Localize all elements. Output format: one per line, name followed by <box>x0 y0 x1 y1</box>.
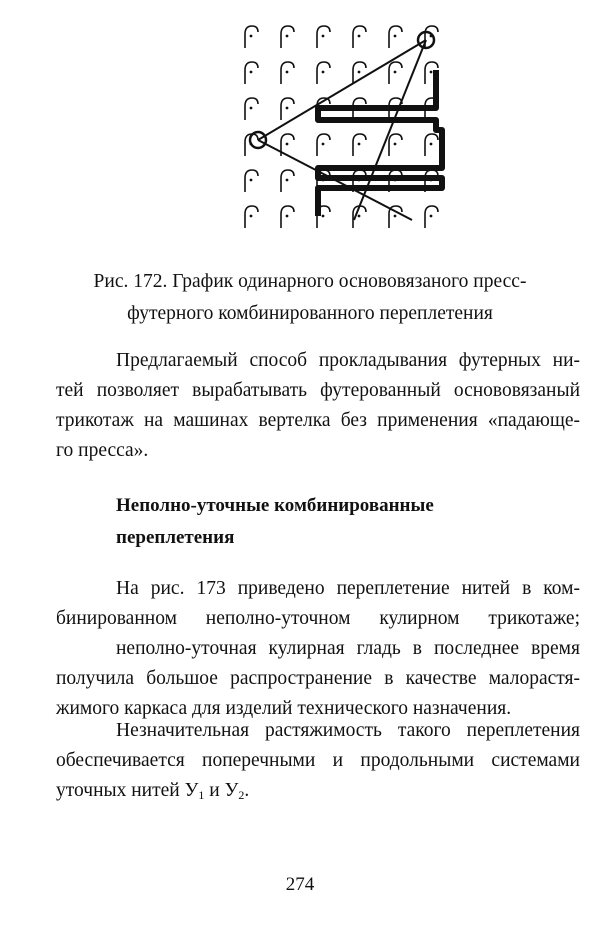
paragraph-2-line: На рис. 173 приведено переплетение нитей в ком- <box>116 578 580 599</box>
needle-dot <box>394 71 397 74</box>
paragraph-3-last-line <box>56 776 580 810</box>
paragraph-2 <box>56 574 580 724</box>
needle-dot <box>322 71 325 74</box>
paragraph-1 <box>56 346 580 466</box>
paragraph-2-line: неполно-уточная кулирная гладь в последнее время <box>116 638 580 659</box>
paragraph-3-text: и У <box>204 780 239 801</box>
needle-dot <box>250 35 253 38</box>
needle-dot <box>394 35 397 38</box>
knitting-diagram <box>236 20 456 242</box>
needle-dot <box>286 35 289 38</box>
paragraph-3-line: обеспечивается поперечными и продольными системами <box>56 750 580 771</box>
needle-dot <box>286 143 289 146</box>
paragraph-1-line: трикотаж на машинах вертелка без применения «падающе- <box>56 410 580 431</box>
paragraph-1-line: го пресса». <box>56 440 149 461</box>
paragraph-2-line: бинированном неполно-уточном кулирном трикотаже; <box>56 608 580 629</box>
needle-dot <box>322 143 325 146</box>
needle-dot <box>430 143 433 146</box>
page-number: 274 <box>285 874 315 895</box>
paragraph-2-line: жимого каркаса для изделий технического назначения. <box>56 698 512 719</box>
needle-dot <box>250 71 253 74</box>
needle-dot <box>430 71 433 74</box>
subscript-1: 1 <box>198 788 205 802</box>
section-heading <box>116 490 556 554</box>
weft-thread-path <box>318 70 442 216</box>
needle-dot <box>394 143 397 146</box>
caption-line-2: футерного комбинированного переплетения <box>127 303 493 324</box>
needle-dot <box>358 35 361 38</box>
paragraph-3-text: уточных нитей У <box>56 780 199 801</box>
needle-dot <box>322 215 325 218</box>
needle-dot <box>250 215 253 218</box>
caption-line-1: Рис. 172. График одинарного основовязаного пресс- <box>93 271 527 292</box>
needle-dot <box>286 179 289 182</box>
needle-dot <box>322 35 325 38</box>
paragraph-1-line: тей позволяет вырабатывать футерованный основовязаный <box>56 380 580 401</box>
needle-dot <box>430 215 433 218</box>
needle-dot <box>286 71 289 74</box>
figure-caption <box>40 266 580 330</box>
needle-dot <box>250 179 253 182</box>
section-heading-line-2: переплетения <box>116 527 235 548</box>
subscript-2: 2 <box>238 788 245 802</box>
needle-dot <box>358 143 361 146</box>
lapping-line-1 <box>258 40 426 140</box>
needle-dot <box>286 107 289 110</box>
paragraph-3 <box>56 716 580 810</box>
needle-dot <box>358 215 361 218</box>
needle-dot <box>394 215 397 218</box>
needle-dot <box>358 71 361 74</box>
paragraph-3-line: Незначительная растяжимость такого переплетения <box>116 720 580 741</box>
needle-dot <box>286 215 289 218</box>
section-heading-line-1: Неполно-уточные комбинированные <box>116 495 434 516</box>
paragraph-1-line: Предлагаемый способ прокладывания футерных ни- <box>116 350 580 371</box>
knitting-diagram-svg <box>236 20 456 242</box>
paragraph-2-line: получила большое распространение в качестве малорастя- <box>56 668 580 689</box>
paragraph-3-text: . <box>244 780 250 801</box>
needle-dot <box>250 107 253 110</box>
